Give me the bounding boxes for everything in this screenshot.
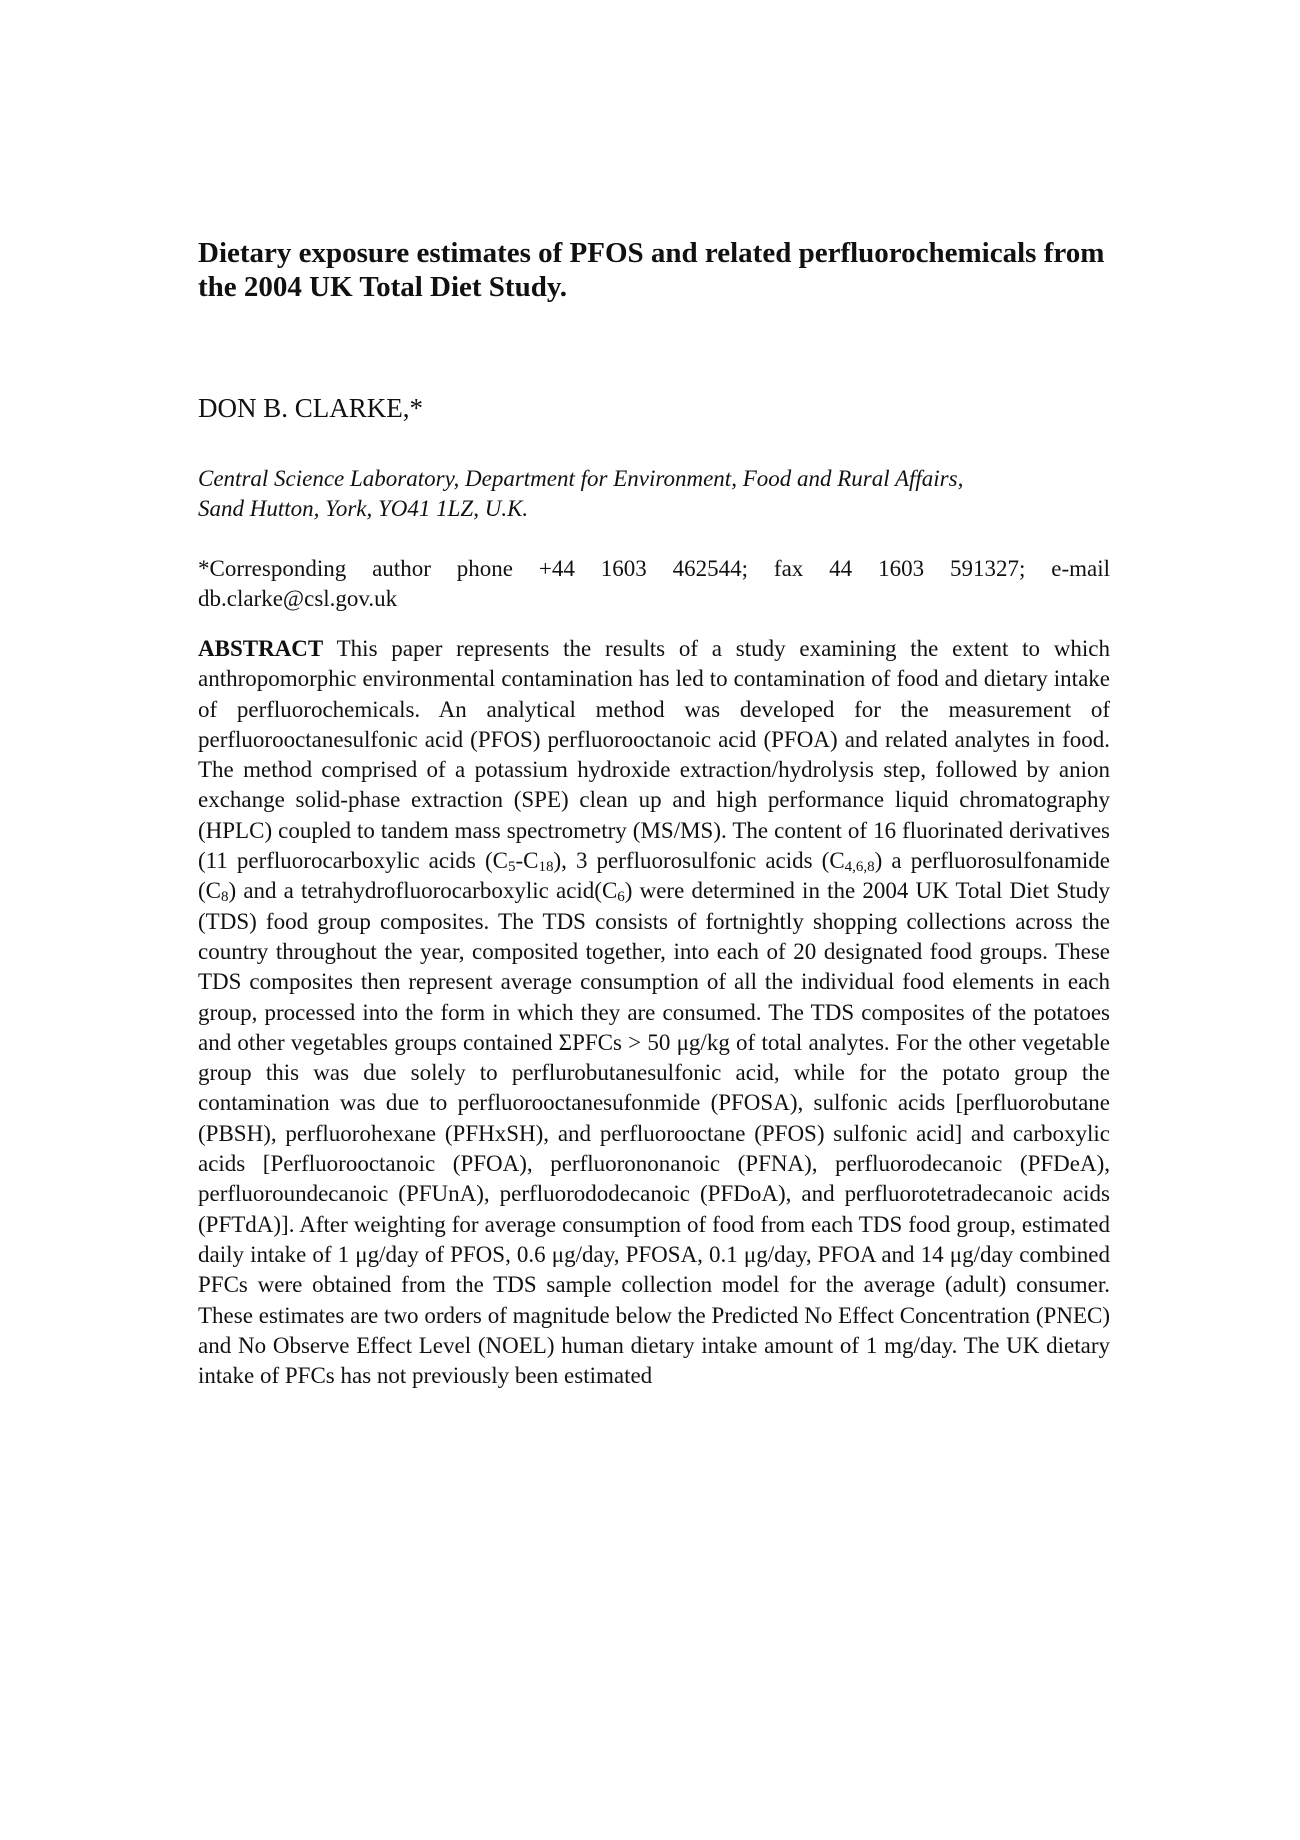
abstract-text: -C <box>515 848 539 874</box>
abstract-label: ABSTRACT <box>198 636 324 661</box>
corresponding-author-contact: *Corresponding author phone +44 1603 462544; fax 44 1603 591327; e-mail db.clarke@csl.gov.uk <box>198 556 1110 611</box>
author-affiliation <box>198 464 1110 524</box>
abstract-text: ) and a tetrahydrofluorocarboxylic acid(C <box>228 878 618 904</box>
subscript: 18 <box>538 859 554 876</box>
abstract <box>198 634 1110 1391</box>
affiliation-line-2: Sand Hutton, York, YO41 1LZ, U.K. <box>198 496 529 521</box>
abstract-text: This paper represents the results of a study examining the extent to which anthropomorphic environmental contamination has led to contamination of food and dietary intake of perfluorochemicals. An analytical method was developed for the measurement of perfluorooctanesulfonic acid (PFOS) perfluorooctanoic acid (PFOA) and related analytes in food. The method comprised of a potassium hydroxide extraction/hydrolysis step, followed by anion exchange solid-phase extraction (SPE) clean up and high performance liquid chromatography (HPLC) coupled to tandem mass spectrometry (MS/MS). The content of 16 fluorinated derivatives (11 perfluorocarboxylic acids (C <box>198 636 1110 874</box>
paper-title: Dietary exposure estimates of PFOS and related perfluorochemicals from the 2004 UK Total Diet Study. <box>198 237 1105 303</box>
abstract-text: ) were determined in the 2004 UK Total Diet Study (TDS) food group composites. The TDS consists of fortnightly shopping collections across the country throughout the year, composited together, into each of 20 designated food groups. These TDS composites then represent average consumption of all the individual food elements in each group, processed into the form in which they are consumed. The TDS composites of the potatoes and other vegetables groups contained ΣPFCs > 50 μg/kg of total analytes. For the other vegetable group this was due solely to perflurobutanesulfonic acid, while for the potato group the contamination was due to perfluorooctanesufonmide (PFOSA), sulfonic acids [perfluorobutane (PBSH), perfluorohexane (PFHxSH), and perfluorooctane (PFOS) sulfonic acid] and carboxylic acids [Perfluorooctanoic (PFOA), perfluorononanoic (PFNA), perfluorodecanoic (PFDeA), perfluoroundecanoic (PFUnA), perfluorododecanoic (PFDoA), and perfluorotetradecanoic acids (PFTdA)]. After weighting for average consumption of food from each TDS food group, estimated daily intake of 1 μg/day of PFOS, 0.6 μg/day, PFOSA, 0.1 μg/day, PFOA and 14 μg/day combined PFCs were obtained from the TDS sample collection model for the average (adult) consumer. These estimates are two orders of magnitude below the Predicted No Effect Concentration (PNEC) and No Observe Effect Level (NOEL) human dietary intake amount of 1 mg/day. The UK dietary intake of PFCs has not previously been estimated <box>198 878 1110 1389</box>
abstract-text: ) a perfluorosulfonamide (C <box>198 848 1110 904</box>
author-name: DON B. CLARKE,* <box>198 393 424 423</box>
abstract-text: ), 3 perfluorosulfonic acids (C <box>553 848 845 874</box>
subscript: 5 <box>507 859 516 876</box>
subscript: 8 <box>221 889 229 906</box>
subscript: 4,6,8 <box>844 859 875 876</box>
affiliation-line-1: Central Science Laboratory, Department for Environment, Food and Rural Affairs, <box>198 466 964 491</box>
subscript: 6 <box>617 889 625 906</box>
